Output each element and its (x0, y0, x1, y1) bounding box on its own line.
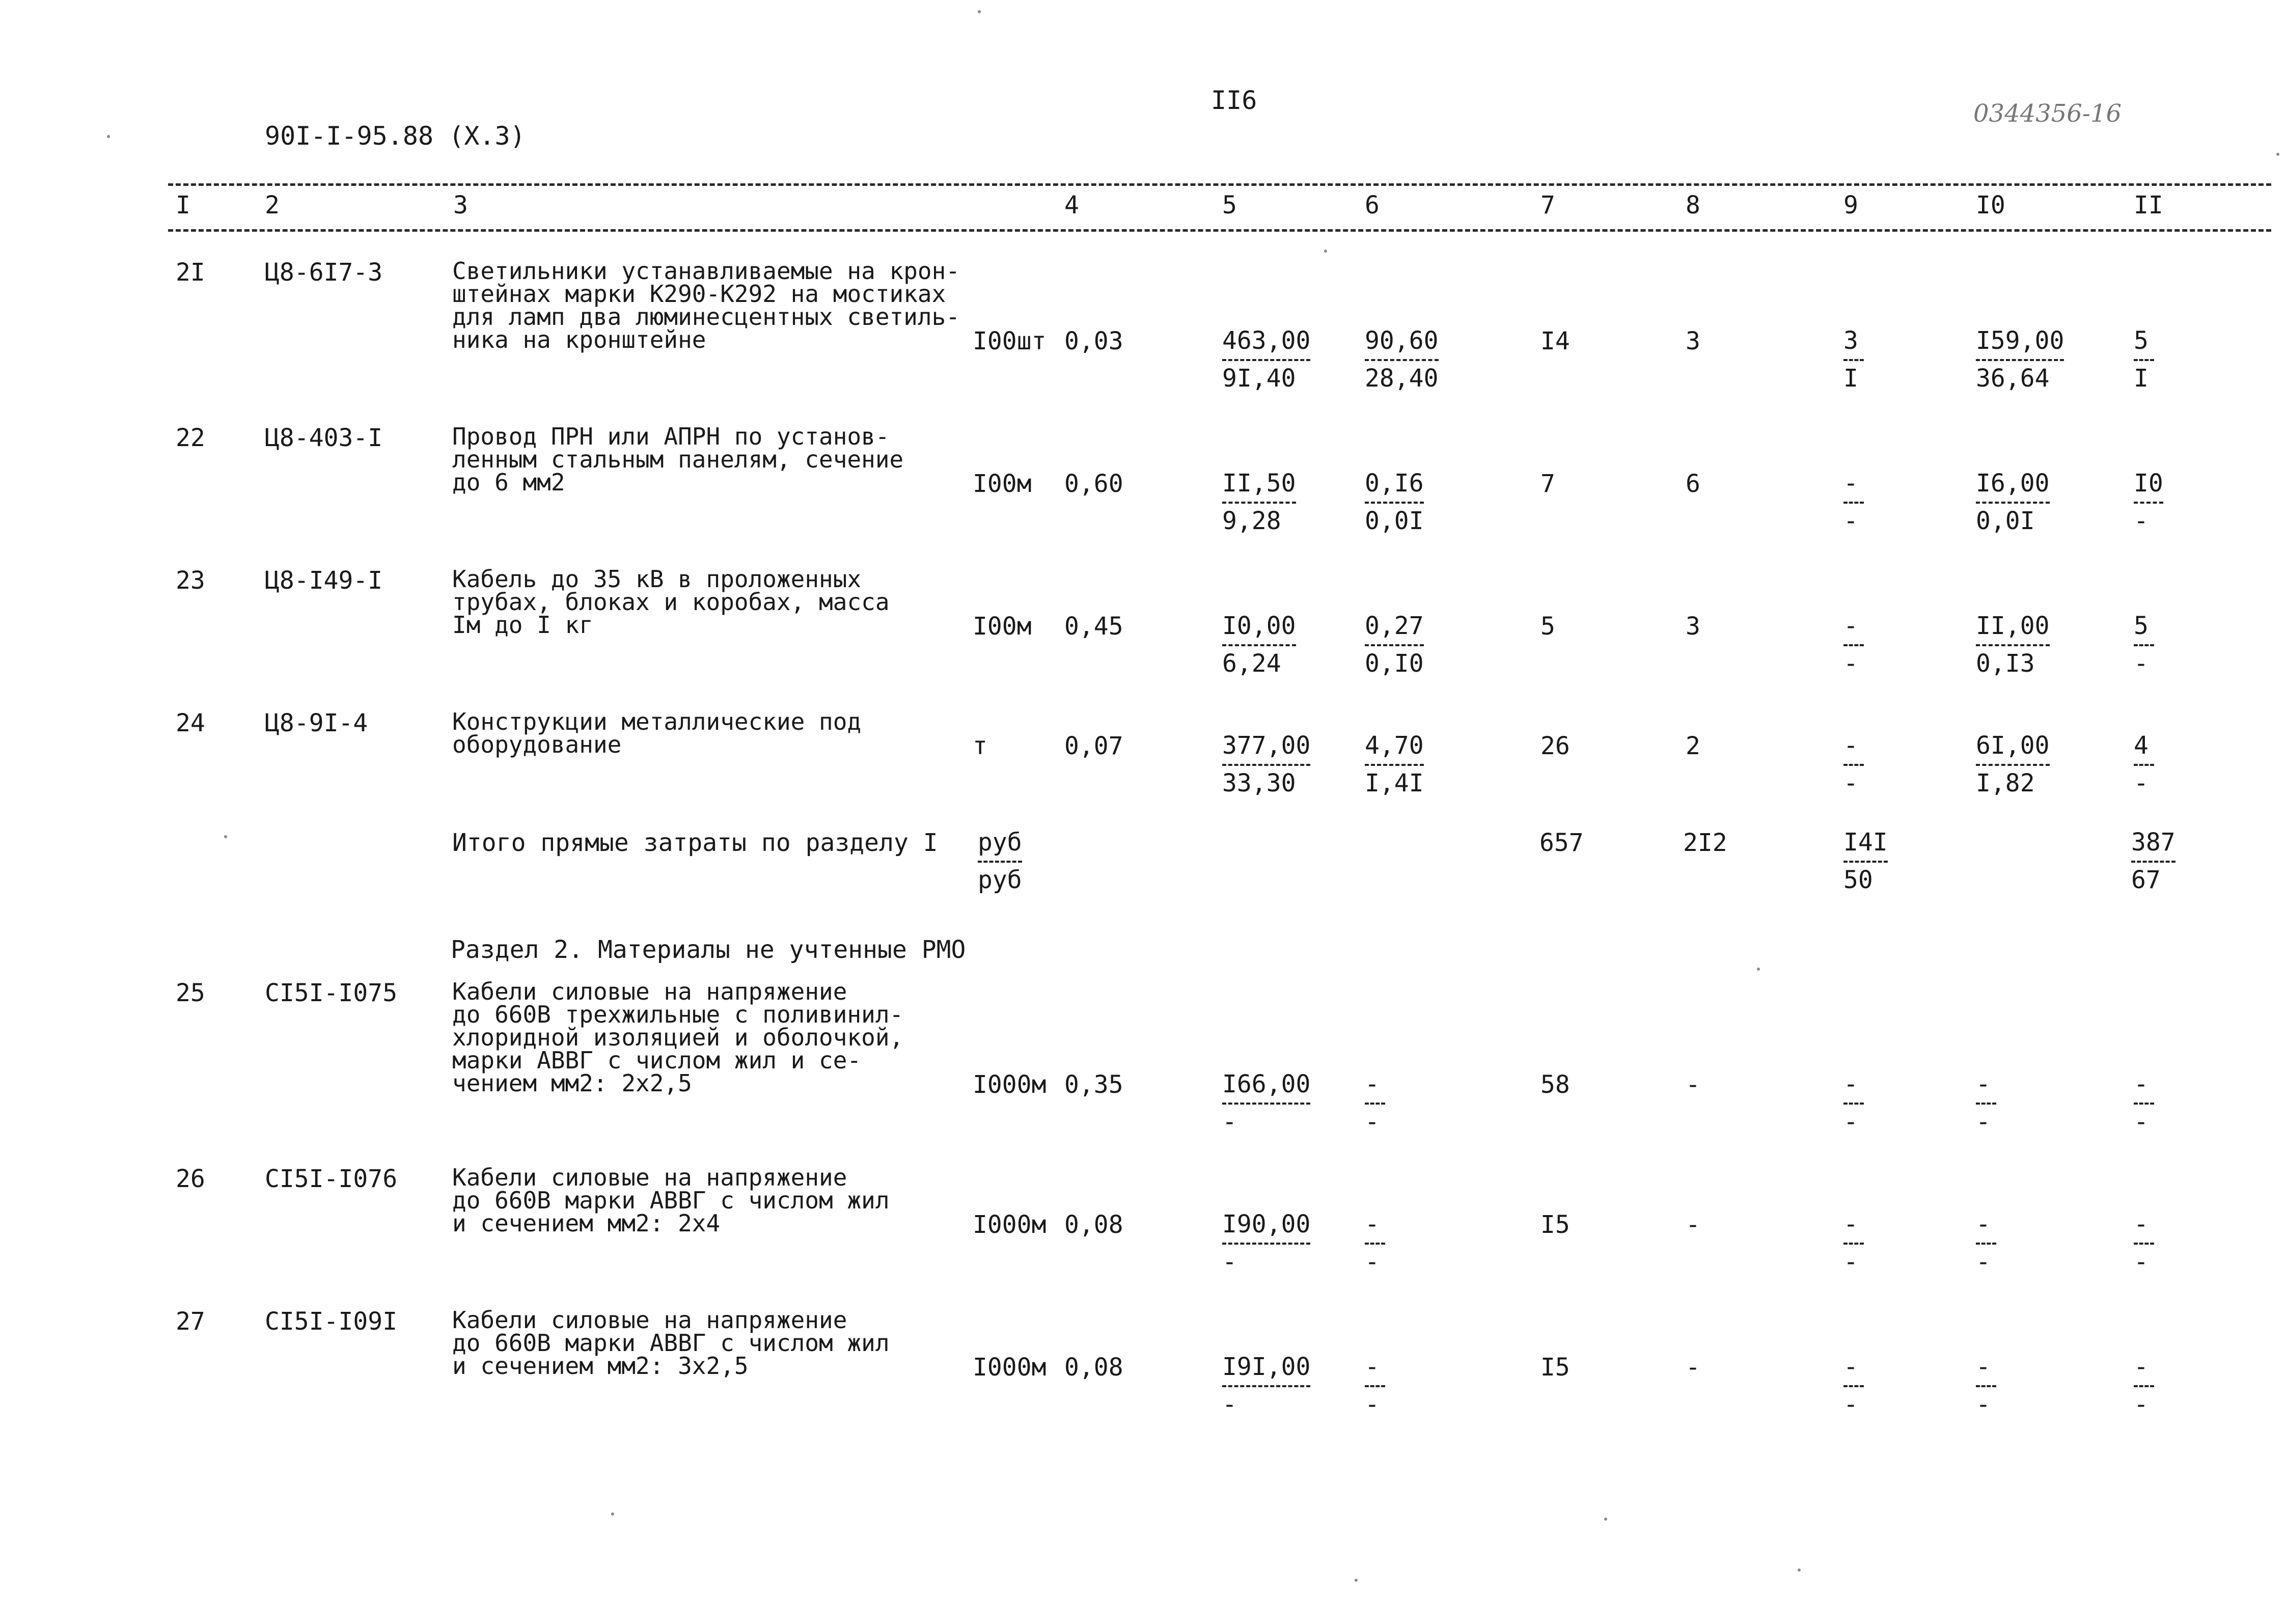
fraction-bar (1843, 861, 1888, 863)
column-number: 9 (1843, 191, 1858, 219)
row-description: Конструкции металлические под оборудование (452, 708, 862, 758)
col6-value-top: - (1365, 1070, 1380, 1098)
col9-value (1843, 328, 1864, 391)
col11-value (2134, 614, 2154, 676)
column-number: 5 (1222, 191, 1237, 219)
col5-value-bottom: 33,30 (1222, 769, 1296, 797)
fraction-bar (978, 861, 1022, 863)
col10-value-bottom: 0,0I (1976, 507, 2035, 535)
col10-value-top: I6,00 (1976, 469, 2050, 498)
col9-value-top: - (1843, 1070, 1858, 1098)
col9-value (1843, 1212, 1864, 1274)
col11-value-bottom: I (2134, 364, 2149, 393)
col5-value (1222, 1212, 1310, 1274)
row-number: 25 (176, 979, 205, 1007)
row-number: 26 (176, 1165, 205, 1193)
row-code: Ц8-403-I (265, 424, 383, 452)
column-number: I (176, 191, 190, 219)
col6-value (1365, 614, 1424, 676)
row-code: СI5I-I09I (265, 1307, 398, 1336)
column-number: 7 (1540, 191, 1555, 219)
fraction-bar (2134, 644, 2154, 646)
col10-value-top: 6I,00 (1976, 731, 2050, 760)
col7-value: I4 (1540, 327, 1570, 355)
total-unit-bottom: руб (978, 866, 1022, 894)
col7-value: 26 (1540, 732, 1570, 760)
col6-value-top: 90,60 (1365, 326, 1439, 355)
col6-value-bottom: - (1365, 1248, 1380, 1276)
col11-value (2134, 1355, 2154, 1417)
fraction-bar (1365, 1103, 1385, 1105)
col10-value (1976, 328, 2064, 391)
fraction-bar (1365, 764, 1424, 766)
col5-value-top: II,50 (1222, 469, 1296, 498)
col6-value-top: - (1365, 1210, 1380, 1238)
col5-value (1222, 1355, 1310, 1417)
row-number: 22 (176, 424, 205, 452)
fraction-bar (2134, 359, 2154, 361)
col5-value-bottom: 6,24 (1222, 649, 1281, 678)
col9-value-top: - (1843, 1353, 1858, 1381)
col6-value (1365, 471, 1424, 533)
scan-speck (2276, 153, 2279, 156)
col9-value-top: 3 (1843, 326, 1858, 355)
col6-value (1365, 1355, 1385, 1417)
col11-value (2134, 1212, 2154, 1274)
col9-value-top: - (1843, 731, 1858, 760)
row-quantity: 0,03 (1064, 327, 1123, 355)
row-description: Светильники устанавливаемые на крон- штейнах марки К290-К292 на мостиках для ламп два люминесцентных светиль- ника на кронштейне (452, 257, 960, 353)
handwritten-note: 0344356-16 (1973, 99, 2122, 128)
column-number: II (2134, 191, 2163, 219)
col11-value-top: - (2134, 1210, 2149, 1238)
row-quantity: 0,60 (1064, 470, 1123, 498)
col8-value: - (1686, 1353, 1700, 1382)
row-quantity: 0,35 (1064, 1070, 1123, 1099)
row-number: 23 (176, 566, 205, 595)
fraction-bar (1222, 1103, 1310, 1105)
scan-speck (611, 1512, 614, 1516)
col5-value-bottom: 9I,40 (1222, 364, 1296, 393)
fraction-bar (2134, 764, 2154, 766)
fraction-bar (1365, 359, 1439, 361)
col9-value (1843, 1072, 1864, 1134)
col11-value (2134, 471, 2163, 533)
col8-value: 3 (1686, 612, 1700, 641)
row-unit: I00м (973, 470, 1032, 498)
col5-value-top: I90,00 (1222, 1210, 1311, 1238)
col10-value-bottom: - (1976, 1390, 1991, 1419)
col11-value (2134, 733, 2154, 795)
col10-value-bottom: - (1976, 1108, 1991, 1136)
col5-value (1222, 1072, 1310, 1134)
page-number: II6 (1211, 86, 1257, 115)
total-col9-top: I4I (1843, 828, 1888, 857)
col9-value-top: - (1843, 469, 1858, 498)
total-col11-top: 387 (2131, 828, 2175, 857)
col7-value: I5 (1540, 1210, 1570, 1239)
fraction-bar (1976, 1243, 1996, 1245)
column-number: 8 (1686, 191, 1700, 219)
total-col11 (2131, 830, 2175, 892)
col10-value-bottom: 0,I3 (1976, 649, 2035, 678)
col6-value-top: - (1365, 1353, 1380, 1381)
total-unit (978, 830, 1022, 892)
total-label: Итого прямые затраты по разделу I (452, 829, 938, 857)
col5-value-top: 463,00 (1222, 326, 1311, 355)
col10-value-top: - (1976, 1353, 1991, 1381)
col11-value-bottom: - (2134, 507, 2149, 535)
col8-value: - (1686, 1210, 1700, 1239)
col7-value: I5 (1540, 1353, 1570, 1382)
col11-value-bottom: - (2134, 1108, 2149, 1136)
col10-value (1976, 1212, 1996, 1274)
col9-value (1843, 733, 1864, 795)
section2-title: Раздел 2. Материалы не учтенные РМО (451, 935, 966, 964)
col5-value (1222, 733, 1310, 795)
total-col9 (1843, 830, 1888, 892)
col5-value-top: 377,00 (1222, 731, 1311, 760)
col5-value-bottom: - (1222, 1108, 1237, 1136)
row-description: Кабели силовые на напряжение до 660В марки АВВГ с числом жил и сечением мм2: 2х4 (452, 1164, 890, 1237)
row-quantity: 0,08 (1064, 1353, 1123, 1382)
col11-value-bottom: - (2134, 1390, 2149, 1419)
total-col7: 657 (1539, 829, 1584, 857)
col8-value: 6 (1686, 470, 1700, 498)
col11-value-top: - (2134, 1353, 2149, 1381)
fraction-bar (1222, 644, 1296, 646)
row-description: Кабели силовые на напряжение до 660В трехжильные с поливинил- хлоридной изоляцией и оболочкой, марки АВВГ с числом жил и се- чением мм2: 2х2,5 (452, 978, 904, 1097)
col9-value-bottom: - (1843, 1248, 1858, 1276)
col11-value (2134, 328, 2154, 391)
row-description: Провод ПРН или АПРН по установ- ленным стальным панелям, сечение до 6 мм2 (452, 423, 904, 496)
col7-value: 58 (1540, 1070, 1570, 1099)
col6-value-bottom: I,4I (1365, 769, 1424, 797)
col8-value: 3 (1686, 327, 1700, 355)
total-col9-bottom: 50 (1843, 866, 1873, 894)
col11-value-bottom: - (2134, 1248, 2149, 1276)
document-code: 90I-I-95.88 (X.3) (265, 121, 526, 151)
fraction-bar (1843, 1243, 1864, 1245)
col10-value-top: II,00 (1976, 612, 2050, 640)
scan-speck (978, 10, 981, 13)
fraction-bar (1365, 1243, 1385, 1245)
fraction-bar (1843, 1103, 1864, 1105)
col6-value (1365, 328, 1439, 391)
total-col8: 2I2 (1683, 829, 1727, 857)
fraction-bar (1976, 1385, 1996, 1387)
row-code: Ц8-I49-I (265, 566, 383, 595)
fraction-bar (1843, 502, 1864, 504)
column-number: 3 (453, 191, 468, 219)
scan-speck (1324, 250, 1327, 253)
col11-value-top: 5 (2134, 612, 2149, 640)
col11-value-bottom: - (2134, 769, 2149, 797)
fraction-bar (1222, 502, 1296, 504)
row-quantity: 0,07 (1064, 732, 1123, 760)
row-number: 24 (176, 709, 205, 737)
col8-value: 2 (1686, 732, 1700, 760)
col5-value-top: I66,00 (1222, 1070, 1311, 1098)
fraction-bar (1365, 1385, 1385, 1387)
col10-value (1976, 614, 2050, 676)
col9-value-bottom: - (1843, 649, 1858, 678)
row-unit: I000м (973, 1210, 1046, 1239)
column-number: 6 (1365, 191, 1380, 219)
col5-value-bottom: - (1222, 1248, 1237, 1276)
row-unit: т (973, 732, 987, 760)
col11-value-top: I0 (2134, 469, 2163, 498)
col9-value-top: - (1843, 1210, 1858, 1238)
col9-value-bottom: I (1843, 364, 1858, 393)
col7-value: 5 (1540, 612, 1555, 641)
total-col11-bottom: 67 (2131, 866, 2161, 894)
row-number: 27 (176, 1307, 205, 1336)
fraction-bar (1222, 359, 1310, 361)
col6-value-bottom: - (1365, 1108, 1380, 1136)
col10-value-bottom: I,82 (1976, 769, 2035, 797)
scan-speck (107, 135, 110, 138)
fraction-bar (1843, 644, 1864, 646)
fraction-bar (1843, 359, 1864, 361)
fraction-bar (2134, 1385, 2154, 1387)
fraction-bar (1976, 502, 2050, 504)
col7-value: 7 (1540, 470, 1555, 498)
col11-value-top: 5 (2134, 326, 2149, 355)
fraction-bar (2134, 1243, 2154, 1245)
col6-value-top: 0,27 (1365, 612, 1424, 640)
col11-value (2134, 1072, 2154, 1134)
col10-value-top: - (1976, 1070, 1991, 1098)
scan-speck (1355, 1579, 1358, 1582)
col6-value (1365, 1212, 1385, 1274)
row-code: Ц8-9I-4 (265, 709, 368, 737)
row-code: СI5I-I075 (265, 979, 398, 1007)
row-description: Кабели силовые на напряжение до 660В марки АВВГ с числом жил и сечением мм2: 3х2,5 (452, 1306, 890, 1380)
col10-value (1976, 733, 2050, 795)
col5-value (1222, 471, 1296, 533)
row-quantity: 0,45 (1064, 612, 1123, 641)
col9-value-bottom: - (1843, 507, 1858, 535)
row-code: Ц8-6I7-3 (265, 258, 383, 287)
scan-speck (1798, 1568, 1801, 1572)
col5-value (1222, 614, 1296, 676)
fraction-bar (2134, 1103, 2154, 1105)
column-number: 2 (265, 191, 280, 219)
col9-value-bottom: - (1843, 1390, 1858, 1419)
fraction-bar (1222, 764, 1310, 766)
col10-value-bottom: - (1976, 1248, 1991, 1276)
col6-value-top: 0,I6 (1365, 469, 1424, 498)
fraction-bar (1976, 644, 2050, 646)
col10-value-top: I59,00 (1976, 326, 2064, 355)
fraction-bar (2131, 861, 2175, 863)
header-bottom-rule (168, 229, 2271, 232)
header-top-rule (168, 183, 2271, 186)
col6-value-bottom: - (1365, 1390, 1380, 1419)
row-code: СI5I-I076 (265, 1165, 398, 1193)
fraction-bar (1976, 764, 2050, 766)
col10-value (1976, 1355, 1996, 1417)
row-quantity: 0,08 (1064, 1210, 1123, 1239)
col11-value-bottom: - (2134, 649, 2149, 678)
fraction-bar (1365, 644, 1424, 646)
col6-value-top: 4,70 (1365, 731, 1424, 760)
col5-value-bottom: - (1222, 1390, 1237, 1419)
scan-speck (1604, 1518, 1607, 1521)
col10-value (1976, 1072, 1996, 1134)
col6-value-bottom: 28,40 (1365, 364, 1439, 393)
row-unit: I00шт (973, 327, 1046, 355)
row-unit: I000м (973, 1070, 1046, 1099)
fraction-bar (2134, 502, 2163, 504)
col11-value-top: 4 (2134, 731, 2149, 760)
fraction-bar (1222, 1243, 1310, 1245)
total-unit-top: руб (978, 828, 1022, 857)
col10-value-top: - (1976, 1210, 1991, 1238)
col11-value-top: - (2134, 1070, 2149, 1098)
row-unit: I000м (973, 1353, 1046, 1382)
col9-value-top: - (1843, 612, 1858, 640)
scan-speck (224, 835, 227, 838)
row-description: Кабель до 35 кВ в проложенных трубах, блоках и коробах, масса Iм до I кг (452, 565, 890, 639)
fraction-bar (1365, 502, 1424, 504)
col9-value (1843, 1355, 1864, 1417)
fraction-bar (1976, 359, 2064, 361)
column-number: 4 (1064, 191, 1079, 219)
fraction-bar (1976, 1103, 1996, 1105)
col9-value (1843, 614, 1864, 676)
row-unit: I00м (973, 612, 1032, 641)
col5-value-top: I9I,00 (1222, 1353, 1311, 1381)
col9-value-bottom: - (1843, 769, 1858, 797)
row-number: 2I (176, 258, 205, 287)
col5-value-top: I0,00 (1222, 612, 1296, 640)
fraction-bar (1843, 764, 1864, 766)
col10-value-bottom: 36,64 (1976, 364, 2050, 393)
fraction-bar (1222, 1385, 1310, 1387)
col9-value (1843, 471, 1864, 533)
col6-value-bottom: 0,0I (1365, 507, 1424, 535)
column-number: I0 (1976, 191, 2005, 219)
col6-value (1365, 733, 1424, 795)
col8-value: - (1686, 1070, 1700, 1099)
scan-speck (1757, 968, 1760, 971)
col10-value (1976, 471, 2050, 533)
col6-value-bottom: 0,I0 (1365, 649, 1424, 678)
col6-value (1365, 1072, 1385, 1134)
col5-value-bottom: 9,28 (1222, 507, 1281, 535)
fraction-bar (1843, 1385, 1864, 1387)
col9-value-bottom: - (1843, 1108, 1858, 1136)
col5-value (1222, 328, 1310, 391)
